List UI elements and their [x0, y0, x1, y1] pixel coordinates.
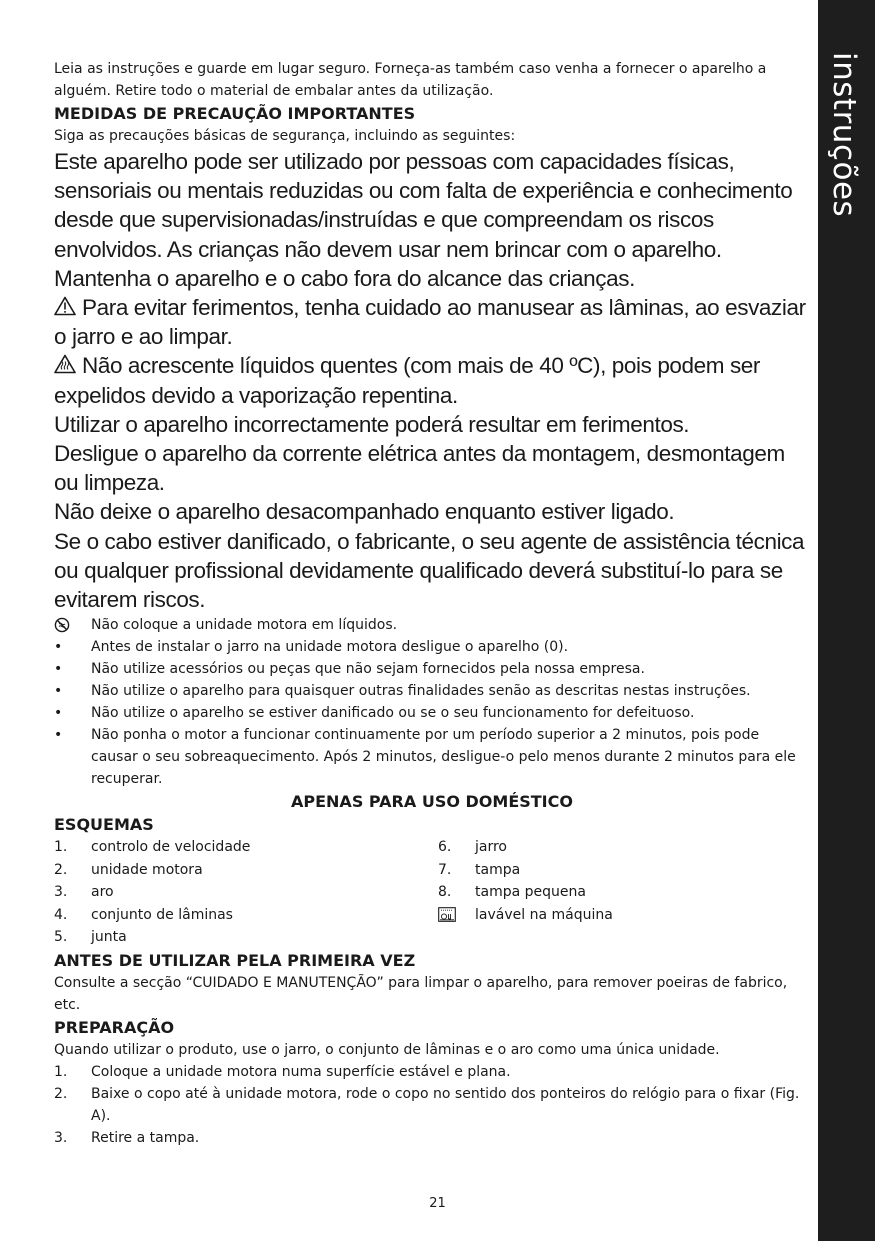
page-content	[54, 58, 810, 1149]
item-number: 2.	[54, 861, 68, 878]
unattended-warning: Não deixe o aparelho desacompanhado enquanto estiver ligado.	[54, 499, 675, 525]
item-number: 1.	[54, 839, 68, 856]
step-text: Retire a tampa.	[91, 1129, 200, 1146]
hot-liquid-warning	[54, 351, 810, 409]
unplug-warning: Desligue o aparelho da corrente elétrica antes da montagem, desmontagem ou limpeza.	[54, 441, 785, 496]
list-item	[54, 702, 810, 724]
item-label: jarro	[475, 839, 507, 856]
list-item	[438, 859, 613, 882]
schematics-column-2	[438, 836, 613, 949]
bullet-mark: •	[54, 683, 63, 700]
first-use-heading: ANTES DE UTILIZAR PELA PRIMEIRA VEZ	[54, 950, 416, 970]
list-item	[438, 881, 613, 904]
step-number: 1.	[54, 1063, 68, 1080]
item-number: 7.	[438, 861, 452, 878]
no-immersion-icon	[54, 617, 70, 633]
step-number: 2.	[54, 1085, 68, 1102]
item-label: controlo de velocidade	[91, 839, 251, 856]
bullet-text: Não utilize o aparelho para quaisquer outras finalidades senão as descritas nestas instruções.	[91, 683, 751, 700]
item-number: 3.	[54, 884, 68, 901]
intro-text: Leia as instruções e guarde em lugar seguro. Forneça-as também caso venha a fornecer o aparelho a alguém. Retire todo o material de embalar antes da utilização.	[54, 61, 767, 99]
bullet-text: Antes de instalar o jarro na unidade motora desligue o aparelho (0).	[91, 639, 569, 656]
item-label: aro	[91, 884, 114, 901]
bullet-mark: •	[54, 661, 63, 678]
bullet-text: Não ponha o motor a funcionar continuamente por um período superior a 2 minutos, pois pode causar o seu sobreaquecimento. Após 2 minutos, desligue-o pelo menos durante 2 minutos para ele recuperar.	[91, 727, 796, 788]
item-number: 4.	[54, 906, 68, 923]
list-item	[54, 658, 810, 680]
item-number: 8.	[438, 884, 452, 901]
hot-steam-warning-icon	[54, 354, 76, 374]
list-item	[438, 836, 613, 859]
bullet-mark: •	[54, 705, 63, 722]
hot-liquid-warning-text: Não acrescente líquidos quentes (com mais de 40 ºC), pois podem ser expelidos devido a vaporização repentina.	[54, 353, 761, 408]
list-item	[54, 1083, 810, 1127]
step-text: Coloque a unidade motora numa superfície estável e plana.	[91, 1063, 511, 1080]
preparation-steps	[54, 1061, 810, 1149]
bullet-mark: •	[54, 639, 63, 656]
item-label: tampa pequena	[475, 884, 586, 901]
sidebar-tab	[818, 0, 875, 1241]
sidebar-label: instruções	[826, 52, 862, 218]
list-item	[54, 1061, 810, 1083]
precautions-subtitle: Siga as precauções básicas de segurança, incluindo as seguintes:	[54, 128, 516, 144]
item-number: 6.	[438, 839, 452, 856]
precautions-heading: MEDIDAS DE PRECAUÇÃO IMPORTANTES	[54, 104, 416, 123]
list-item	[54, 680, 810, 702]
blade-warning-text: Para evitar ferimentos, tenha cuidado ao manusear as lâminas, ao esvaziar o jarro e ao limpar.	[54, 295, 806, 350]
bullet-text: Não utilize o aparelho se estiver danificado ou se o seu funcionamento for defeituoso.	[91, 705, 695, 722]
bullet-text: Não coloque a unidade motora em líquidos.	[91, 617, 398, 634]
item-number: 5.	[54, 929, 68, 946]
cable-warning: Se o cabo estiver danificado, o fabricante, o seu agente de assistência técnica ou qualquer profissional devidamente qualificado deverá substituí-lo para se evitarem riscos.	[54, 528, 805, 613]
item-label: conjunto de lâminas	[91, 906, 233, 923]
preparation-heading: PREPARAÇÃO	[54, 1017, 175, 1037]
misuse-warning: Utilizar o aparelho incorrectamente poderá resultar em ferimentos.	[54, 411, 690, 437]
preparation-text: Quando utilizar o produto, use o jarro, o conjunto de lâminas e o aro como uma única unidade.	[54, 1041, 720, 1058]
schematics-column-1	[54, 836, 438, 949]
list-item	[54, 904, 438, 927]
schematics-list	[54, 836, 810, 949]
item-label: tampa	[475, 861, 521, 878]
schematics-heading: ESQUEMAS	[54, 815, 154, 835]
dishwasher-label: lavável na máquina	[475, 906, 613, 923]
list-item	[54, 1127, 810, 1149]
list-item	[54, 859, 438, 882]
list-item	[438, 904, 613, 927]
list-item	[54, 636, 810, 658]
list-item	[54, 614, 810, 636]
list-item	[54, 926, 438, 949]
blade-warning	[54, 293, 810, 351]
household-only-notice: APENAS PARA USO DOMÉSTICO	[291, 792, 573, 812]
list-item	[54, 836, 438, 859]
first-use-text: Consulte a secção “CUIDADO E MANUTENÇÃO” para limpar o aparelho, para remover poeiras de fabrico, etc.	[54, 974, 788, 1013]
list-item	[54, 724, 810, 790]
item-label: junta	[91, 929, 127, 946]
warning-triangle-icon	[54, 296, 76, 316]
supervision-paragraph: Este aparelho pode ser utilizado por pessoas com capacidades físicas, sensoriais ou mentais reduzidas ou com falta de experiência e conhecimento desde que supervisionadas/instruídas e que compreendam os riscos envolvidos. As crianças não devem usar nem brincar com o aparelho. Mantenha o aparelho e o cabo fora do alcance das crianças.	[54, 149, 793, 291]
bullet-mark: •	[54, 727, 63, 744]
item-label: unidade motora	[91, 861, 203, 878]
bullet-text: Não utilize acessórios ou peças que não sejam fornecidos pela nossa empresa.	[91, 661, 645, 678]
precaution-bullets	[54, 614, 810, 790]
dishwasher-safe-icon	[438, 907, 456, 922]
page-number: 21	[429, 1196, 446, 1211]
step-text: Baixe o copo até à unidade motora, rode o copo no sentido dos ponteiros do relógio para o fixar (Fig. A).	[91, 1085, 800, 1124]
step-number: 3.	[54, 1129, 68, 1146]
list-item	[54, 881, 438, 904]
